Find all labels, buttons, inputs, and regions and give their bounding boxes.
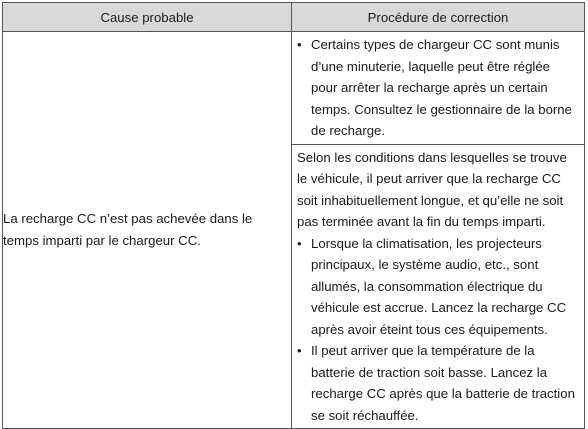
procedure-block-conditions	[292, 144, 584, 429]
bullet-icon: •	[297, 37, 302, 52]
procedure-block-timer	[292, 32, 584, 144]
table-row	[3, 32, 585, 429]
procedure-intro: Selon les conditions dans lesquelles se trouve le véhicule, il peut arriver que la recharge CC soit inhabituellement longue, et qu’elle ne soit pas terminée avant la fin du temps imparti.	[297, 149, 567, 229]
procedure-cell	[292, 32, 585, 429]
procedure-text: Certains types de chargeur CC sont munis d’une minuterie, laquelle peut être réglée pour arrêter la recharge après un certain temps. Consultez le gestionnaire de la borne de recharge.	[311, 37, 572, 138]
cause-cell: La recharge CC n’est pas achevée dans le temps imparti par le chargeur CC.	[3, 32, 292, 429]
procedure-text: Lorsque la climatisation, les projecteurs principaux, le système audio, etc., sont allumés, la consommation électrique du véhicule est accrue. Lancez la recharge CC après avoir éteint tous ces équipements.	[311, 235, 567, 337]
header-cause: Cause probable	[3, 3, 292, 32]
list-item	[297, 340, 578, 426]
header-row	[3, 3, 585, 32]
header-procedure: Procédure de correction	[292, 3, 585, 32]
bullet-icon: •	[297, 235, 302, 251]
list-item	[297, 233, 578, 341]
troubleshooting-table	[2, 2, 585, 429]
procedure-text: Il peut arriver que la température de la batterie de traction soit basse. Lancez la recharge CC après que la batterie de traction se soit réchauffée.	[311, 343, 575, 423]
list-item	[297, 34, 578, 142]
bullet-icon: •	[297, 343, 302, 358]
